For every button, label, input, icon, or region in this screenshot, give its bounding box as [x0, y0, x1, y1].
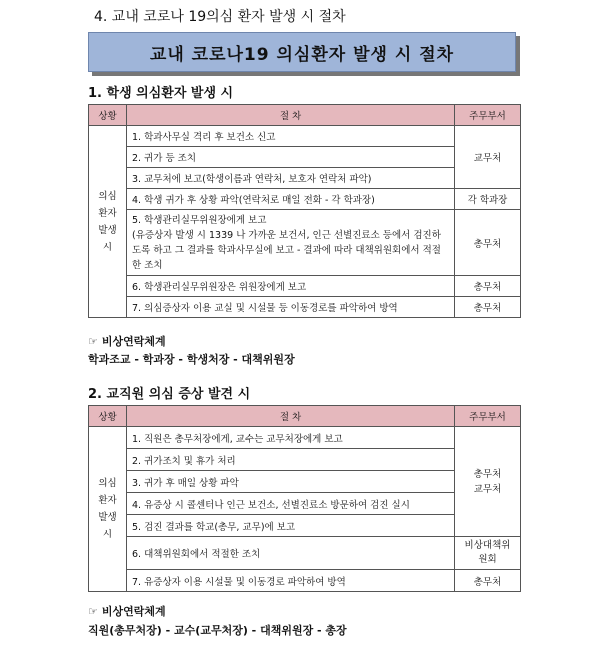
header-department: 주무부서 — [455, 406, 521, 427]
step-row: 6. 대책위원회에서 적절한 조치 — [127, 537, 455, 570]
department-cell: 비상대책위 원회 — [455, 537, 521, 570]
title-banner: 교내 코로나19 의심환자 발생 시 절차 — [88, 32, 516, 72]
step-row: 5. 학생관리실무위원장에게 보고 (유증상자 발생 시 1339 나 가까운 보건서, 인근 선별진료소 등에서 검진하도록 하고 그 결과를 학과사무실에 보고 - 결과에 따라 대책위원회에서 적절한 조치 — [127, 210, 455, 276]
step-row: 5. 검진 결과를 학교(총무, 교무)에 보고 — [127, 515, 455, 537]
header-department: 주무부서 — [455, 105, 521, 126]
department-cell: 교무처 — [455, 126, 521, 189]
situation-cell: 의심 환자 발생 시 — [89, 427, 127, 592]
document-heading: 4. 교내 코로나 19의심 환자 발생 시 절차 — [94, 9, 346, 25]
section2-table — [88, 405, 521, 592]
situation-cell: 의심 환자 발생 시 — [89, 126, 127, 318]
step-row: 4. 유증상 시 콜센터나 인근 보건소, 선별진료소 방문하여 검진 실시 — [127, 493, 455, 515]
department-cell: 총무처 교무처 — [455, 427, 521, 537]
step-row: 3. 귀가 후 매일 상황 파악 — [127, 471, 455, 493]
department-cell: 총무처 — [455, 297, 521, 318]
section1-contact-chain: 학과조교 - 학과장 - 학생처장 - 대책위원장 — [88, 353, 295, 366]
department-cell: 총무처 — [455, 276, 521, 297]
department-cell: 각 학과장 — [455, 189, 521, 210]
header-procedure: 절 차 — [127, 105, 455, 126]
department-cell: 총무처 — [455, 210, 521, 276]
section2-contact-chain: 직원(총무처장) - 교수(교무처장) - 대책위원장 - 총장 — [88, 624, 347, 637]
section1-table — [88, 104, 521, 318]
step-row: 6. 학생관리실무위원장은 위원장에게 보고 — [127, 276, 455, 297]
step-row: 7. 유증상자 이용 시설물 및 이동경로 파악하여 방역 — [127, 570, 455, 592]
header-procedure: 절 차 — [127, 406, 455, 427]
step-row: 2. 귀가 등 조치 — [127, 147, 455, 168]
header-situation: 상황 — [89, 406, 127, 427]
step-row: 3. 교무처에 보고(학생이름과 연락처, 보호자 연락처 파악) — [127, 168, 455, 189]
header-situation: 상황 — [89, 105, 127, 126]
section2-contact-label: ☞ 비상연락체계 — [88, 605, 166, 618]
step-row: 4. 학생 귀가 후 상황 파악(연락처로 매일 전화 - 각 학과장) — [127, 189, 455, 210]
section1-contact-label: ☞ 비상연락체계 — [88, 335, 166, 348]
pointing-hand-icon: ☞ — [88, 335, 98, 348]
section1-title: 1. 학생 의심환자 발생 시 — [88, 86, 234, 101]
step-row: 1. 학과사무실 격리 후 보건소 신고 — [127, 126, 455, 147]
pointing-hand-icon: ☞ — [88, 605, 98, 618]
step-row: 1. 직원은 총무처장에게, 교수는 교무처장에게 보고 — [127, 427, 455, 449]
department-cell: 총무처 — [455, 570, 521, 592]
section2-title: 2. 교직원 의심 증상 발견 시 — [88, 387, 251, 402]
step-row: 2. 귀가조치 및 휴가 처리 — [127, 449, 455, 471]
step-row: 7. 의심증상자 이용 교실 및 시설물 등 이동경로를 파악하여 방역 — [127, 297, 455, 318]
